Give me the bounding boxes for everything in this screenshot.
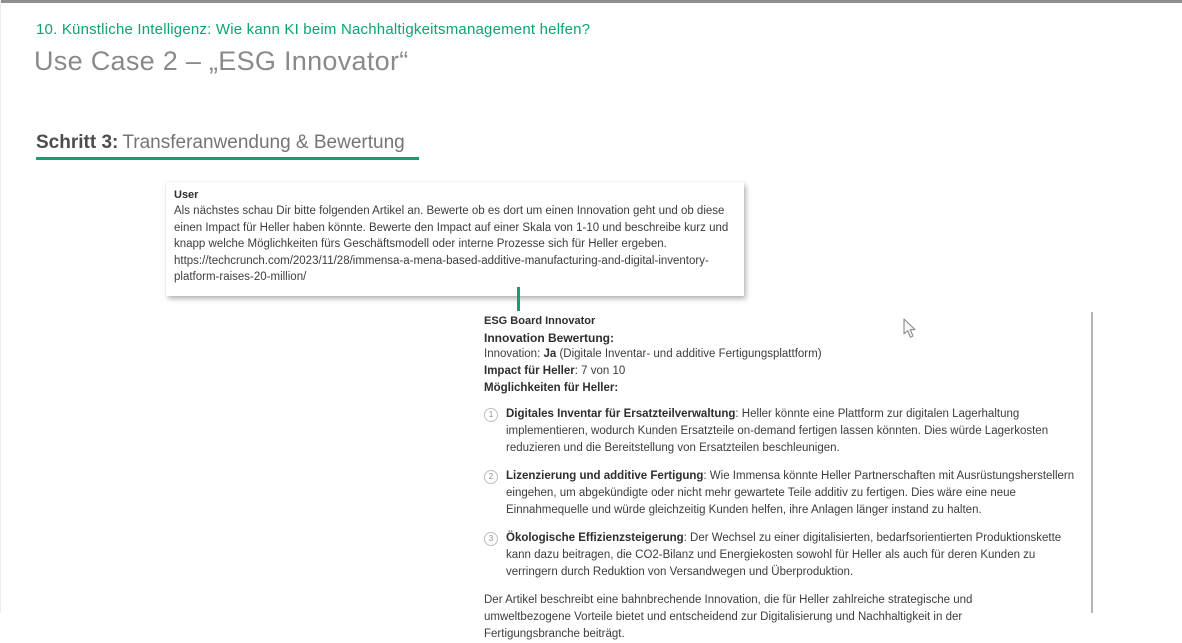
list-item-title: Digitales Inventar für Ersatzteilverwaltung xyxy=(506,408,736,421)
connector-line xyxy=(517,287,520,311)
step-underline xyxy=(36,157,419,160)
innovation-value: Ja xyxy=(543,348,557,360)
list-item xyxy=(484,406,1078,457)
list-item-text: : Heller könnte eine Plattform zur digitalen Lagerhaltung implementieren, wodurch Kunden Ersatzteile on-demand fertigen lassen könnten. Dies würde Lagerkosten reduzieren und die Bereitstellung von Ersatzteilen beschleunigen. xyxy=(506,408,1049,455)
list-item-text: : Der Wechsel zu einer digitalisierten, bedarfsorientierten Produktionskette kann dazu beitragen, die CO2-Bilanz und Energiekosten sowohl für Heller als auch für deren Kunden zu verringern durch Reduktion von Versandwegen und Überproduktion. xyxy=(506,532,1062,579)
opportunities-list xyxy=(484,406,1078,581)
list-number-badge: 3 xyxy=(484,532,498,546)
impact-label: Impact für Heller xyxy=(484,364,575,377)
assistant-closing-paragraph: Der Artikel beschreibt eine bahnbrechende Innovation, die für Heller zahlreiche strategische und umweltbezogene Vorteile bietet und entscheidend zur Digitalisierung und Nachhaltigkeit in der Fertigungsbranche beiträgt. xyxy=(484,594,973,641)
user-message-author: User xyxy=(174,189,199,201)
assistant-message xyxy=(484,314,1078,643)
innovation-note: (Digitale Inventar- und additive Fertigungsplattform) xyxy=(556,348,822,360)
impact-line xyxy=(484,363,1078,380)
screenshot-right-edge xyxy=(1091,312,1093,613)
list-item-title: Lizenzierung und additive Fertigung xyxy=(506,470,704,483)
step-heading xyxy=(36,132,405,154)
opportunities-label: Möglichkeiten für Heller: xyxy=(484,381,619,394)
list-number-badge: 1 xyxy=(484,408,498,422)
step-label: Schritt 3: xyxy=(36,132,119,153)
slide-kicker: 10. Künstliche Intelligenz: Wie kann KI beim Nachhaltigkeitsmanagement helfen? xyxy=(36,21,591,38)
step-title: Transferanwendung & Bewertung xyxy=(122,132,405,153)
user-message-body: Als nächstes schau Dir bitte folgenden Artikel an. Bewerte ob es dort um einen Innovation geht und ob diese einen Impact für Heller haben könnte. Bewerte den Impact auf einer Skala von 1-10 und beschreibe kurz und knapp welche Möglichkeiten fürs Geschäftsmodell oder interne Prozesse sich für Heller ergeben. xyxy=(174,205,729,251)
innovation-line xyxy=(484,346,1078,363)
page-title: Use Case 2 – „ESG Innovator“ xyxy=(34,46,409,76)
list-item-title: Ökologische Effizienzsteigerung xyxy=(506,532,684,545)
list-item xyxy=(484,530,1078,581)
assistant-heading: Innovation Bewertung: xyxy=(484,331,614,345)
mouse-cursor-icon xyxy=(903,318,917,339)
user-message-card xyxy=(166,182,744,296)
assistant-author: ESG Board Innovator xyxy=(484,315,596,327)
list-number-badge: 2 xyxy=(484,470,498,484)
list-item-text: : Wie Immensa könnte Heller Partnerschaften mit Ausrüstungsherstellern eingehen, um abgekündigte oder nicht mehr gewartete Teile additiv zu fertigen. Dies wäre eine neue Einnahmequelle und würde gleichzeitig Kunden helfen, ihre Anlagen länger instand zu halten. xyxy=(506,470,1075,517)
impact-value: : 7 von 10 xyxy=(574,364,626,377)
list-item xyxy=(484,468,1078,519)
window-top-divider xyxy=(1,0,1182,3)
user-message-url: https://techcrunch.com/2023/11/28/immensa-a-mena-based-additive-manufacturing-and-digital-inventory-platform-raises-20-million/ xyxy=(174,254,709,284)
innovation-label: Innovation: xyxy=(484,348,544,360)
